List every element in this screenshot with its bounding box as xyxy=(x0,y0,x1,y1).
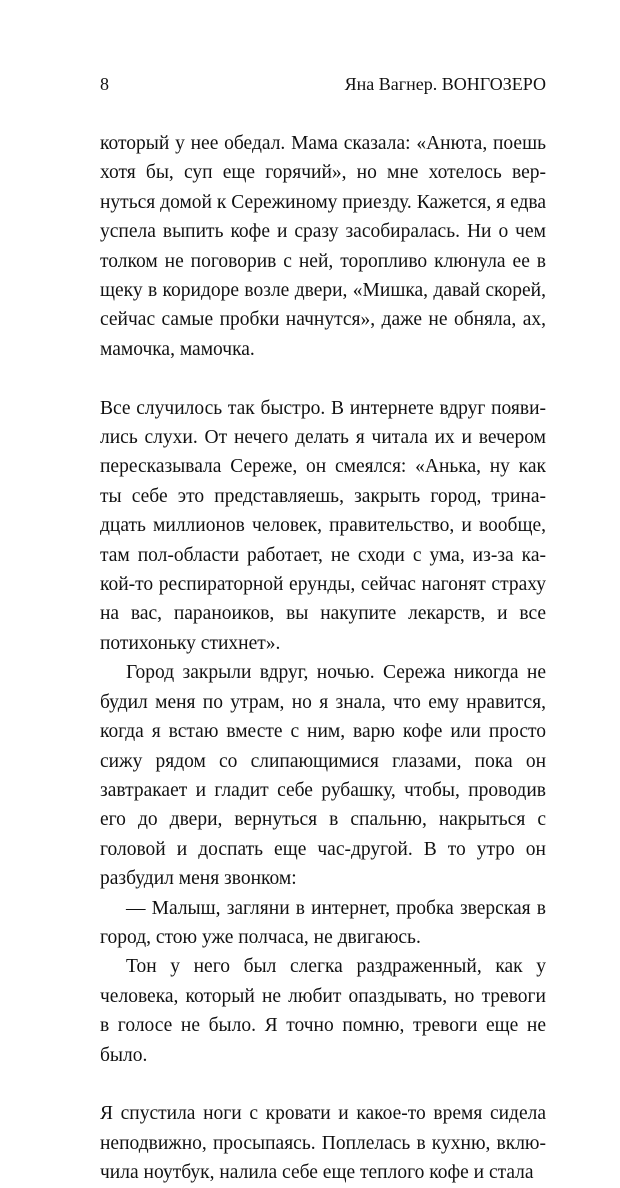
paragraph-1: который у нее обедал. Мама сказала: «Анюта, поешь хотя бы, суп еще горячий», но мне хотелось вернуться домой к Сережиному приезду. Кажется, я едва успела выпить кофе и сразу засобиралась. Ни о чем толком не поговорив с ней, торопливо клюнула ее в щеку в коридоре возле двери, «Мишка, давай скорей, сейчас самые пробки начнутся», даже не обняла, ах, мамочка, мамочка. xyxy=(100,133,546,360)
page-number: 8 xyxy=(100,74,109,94)
paragraph-4-dialogue: — Малыш, загляни в интернет, пробка зверская в город, стою уже полчаса, не двигаюсь. xyxy=(100,897,546,948)
running-header xyxy=(100,69,546,99)
paragraph-3: Город закрыли вдруг, ночью. Сережа никогда не будил меня по утрам, но я знала, что ему нравится, когда я встаю вместе с ним, варю кофе или просто сижу рядом со слипающимися глазами, пока он завтракает и гладит себе рубашку, чтобы, проводив его до двери, вернуться в спальню, накрыться с головой и доспать еще час-другой. В то утро он разбудил меня звонком: xyxy=(100,662,546,890)
paragraph-5: Тон у него был слегка раздраженный, как у человека, который не любит опаздывать, но тревоги в голосе не было. Я точно помню, тревоги еще не было. xyxy=(100,956,546,1066)
page-body xyxy=(100,129,546,1188)
running-title: Яна Вагнер. ВОНГОЗЕРО xyxy=(344,74,546,94)
paragraph-2: Все случилось так быстро. В интернете вдруг появились слухи. От нечего делать я читала их и вечером пересказывала Сереже, он смеялся: «Анька, ну как ты себе это представляешь, закрыть город, тринадцать миллионов человек, правительство, и вообще, там пол-области работает, не сходи с ума, из-за какой-то респираторной ерунды, сейчас нагонят страху на вас, параноиков, вы накупите лекарств, и все потихоньку стихнет». xyxy=(100,397,546,654)
paragraph-6: Я спустила ноги с кровати и какое-то время сидела неподвижно, просыпаясь. Поплелась в кухню, включила ноутбук, налила себе еще теплого кофе и стала xyxy=(100,1103,546,1184)
